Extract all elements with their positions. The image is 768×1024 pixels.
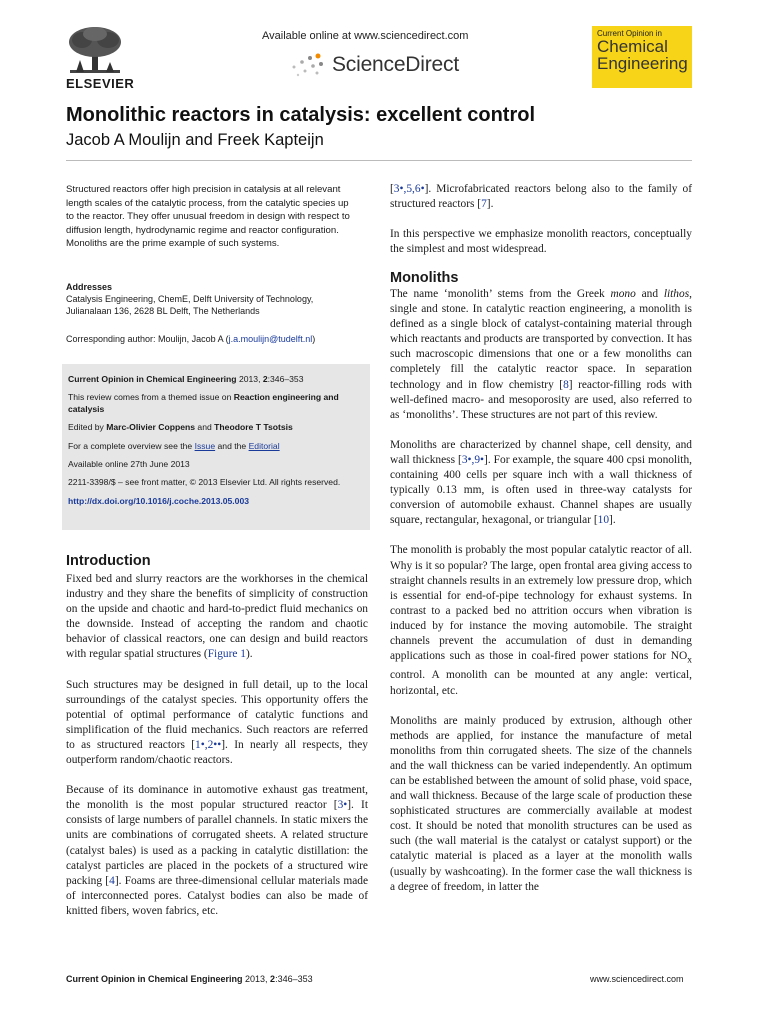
publisher-name: ELSEVIER — [66, 76, 135, 91]
addresses-heading: Addresses — [66, 282, 113, 292]
intro-p1-text: Fixed bed and slurry reactors are the workhorses in the chemical industry and they share the benefits of simplicity of construction on the upside and chaotic and hard-to-predict fluid mechanics on the downside. Instead of accepting the random and chaotic behavior of classical reactors, one can design and build reactors with regular spatial structures ( — [66, 573, 368, 661]
ref-link-3-5-6[interactable]: 3•,5,6• — [393, 183, 425, 195]
intro-p2-text: Such structures may be designed in full detail, up to the local surroundings of the catalyst species. This opportunity offers the potential of optimal performance of catalytic functions and simplification of the fluid mechanics. Such reactors are referred to as structured reactors [ — [66, 678, 368, 751]
footer-pages: :346–353 — [275, 974, 313, 984]
elsevier-tree-logo — [66, 26, 124, 76]
edited-and: and — [195, 422, 215, 433]
themed-prefix: This review comes from a themed issue on — [68, 392, 234, 403]
overview-and: and the — [215, 440, 249, 451]
m2-mid: ]. For example, the square 400 cpsi monolith, containing 400 cells per square inch with a wall thickness of typically 0.13 mm, is often used in three-way catalysts for conversion of automobile exhaust. Channel shapes are usually square, rectangular, hexagonal, or triangular [ — [390, 453, 693, 527]
intro-paragraph-2 — [66, 678, 368, 769]
sciencedirect-dots-icon — [288, 52, 326, 78]
ref-link-10[interactable]: 10 — [597, 514, 610, 527]
m1-mid: , single and stone. In catalytic reaction engineering, a monolith is defined as a single block of catalyst-containing material through which reactants and products are transported by convection. It has such macroscopic dimensions that one or a few monoliths can completely fill the catalytic reactor space. In separation technology and in flow chemistry [ — [390, 288, 692, 391]
journal-logo — [592, 26, 692, 88]
right-paragraph-2: In this perspective we emphasize monolith reactors, conceptually the simplest and most widespread. — [390, 228, 692, 256]
address-line-2: Julianalaan 136, 2628 BL Delft, The Netherlands — [66, 305, 260, 316]
intro-p3-text: Because of its dominance in automotive exhaust gas treatment, the monolith is the most popular structured reactor [ — [66, 784, 368, 812]
footer-journal: Current Opinion in Chemical Engineering — [66, 974, 243, 984]
addresses-body — [66, 294, 356, 317]
bracket-open: [ — [390, 183, 394, 195]
ref-link-3[interactable]: 3• — [337, 799, 348, 812]
footer-volume: 2 — [270, 974, 276, 984]
introduction-body — [66, 572, 368, 934]
m1-mono: mono — [610, 288, 636, 300]
ref-link-3-9[interactable]: 3•,9• — [461, 453, 485, 466]
m1-text: The name ‘monolith’ stems from the Greek — [390, 288, 611, 300]
monoliths-paragraph-4: Monoliths are mainly produced by extrusion, although other methods are applied, for instance the manufacture of metal monoliths from thin corrugated sheets. The size of the channels and the wall thickness can be varied independently. An optimum can be established between the amount of solid phase, void space, and wall thickness. Because of the large scale of production these sophisticated structures are commercially available at modest cost. It should be noted that monolith structures can be used as such (the wall material is the catalyst or catalyst support) or the catalytic material is placed as a layer at the monolith walls (usually by washcoating). In the former case the wall thickness is a degree of freedom, in latter the — [390, 714, 692, 893]
right-column-intro — [390, 182, 692, 272]
info-citation — [68, 374, 364, 385]
figure-1-link[interactable]: Figure 1 — [207, 648, 247, 661]
footer-year: 2013, — [242, 974, 271, 984]
m2-end: ]. — [609, 514, 616, 527]
abstract: Structured reactors offer high precision in catalysis at all relevant length scales of the catalytic process, from the catalytic species up to the reactor. They offer unusual freedom in design with respect to diffusion length, hydrodynamic regime and reactor configuration. Monoliths are the prime example of such systems. — [66, 184, 350, 250]
edited-prefix: Edited by — [68, 422, 107, 433]
m1-and: and — [635, 288, 664, 300]
article-info-box — [62, 364, 370, 530]
article-title: Monolithic reactors in catalysis: excellent control — [66, 104, 536, 126]
intro-p3-end: ]. Foams are three-dimensional cellular materials made of interconnected pores. Catalyst bodies can also be made of knitted fibers, woven fabrics, etc. — [66, 874, 369, 917]
available-online-text: Available online at www.sciencedirect.com — [262, 30, 469, 42]
corresponding-prefix: Corresponding author: Moulijn, Jacob A ( — [66, 334, 229, 344]
corresponding-author — [66, 334, 366, 344]
overview-prefix: For a complete overview see the — [68, 440, 195, 451]
ref-link-8[interactable]: 8 — [563, 378, 569, 391]
ref-link-7[interactable]: 7 — [481, 198, 487, 211]
doi-link[interactable]: http://dx.doi.org/10.1016/j.coche.2013.05.003 — [68, 495, 250, 506]
journal-logo-small: Current Opinion in — [597, 29, 662, 38]
intro-p1-end: ). — [246, 648, 253, 661]
right-p1-end: ]. — [486, 198, 494, 211]
journal-logo-line1: Chemical — [597, 37, 668, 56]
m1-lithos: lithos — [663, 288, 690, 300]
intro-paragraph-3 — [66, 783, 368, 919]
info-pages: :346–353 — [267, 374, 304, 384]
sciencedirect-logo — [288, 52, 459, 78]
monoliths-paragraph-3 — [390, 543, 692, 698]
header-divider — [66, 160, 692, 161]
info-overview — [68, 441, 364, 452]
sciencedirect-wordmark: ScienceDirect — [332, 53, 459, 76]
introduction-heading: Introduction — [66, 553, 151, 569]
intro-p2-end: ]. In nearly all respects, they outperform random/chaotic reactors. — [66, 738, 369, 767]
themed-topic: Reaction engineering and catalysis — [68, 392, 339, 414]
intro-paragraph-1 — [66, 572, 368, 663]
monoliths-paragraph-2 — [390, 438, 692, 529]
m1-end: ] reactor-filling rods with well-defined macro- and mesoporosity are used, also referred to as ‘monoliths’. These structures are not part of this review. — [390, 378, 692, 421]
right-p1-text: ]. Microfabricated reactors belong also to the family of structured reactors [ — [390, 183, 692, 211]
editor-1: Marc-Olivier Coppens — [106, 422, 196, 433]
journal-logo-line2: Engineering — [597, 54, 688, 73]
m3-end: control. A monolith can be mounted at any angle: vertical, horizontal, etc. — [390, 669, 692, 697]
monoliths-paragraph-1 — [390, 287, 692, 423]
corresponding-suffix: ) — [312, 334, 316, 344]
intro-p3-mid: ]. It consists of large numbers of parallel channels. In static mixers the units are combinations of corrugated sheets. A related structure (catalyst bales) is used as a packing in catalytic distillation: the catalyst particles are placed in the pockets of a structured wire packing [ — [66, 799, 369, 887]
ref-link-1-2[interactable]: 1•,2•• — [195, 738, 222, 751]
address-line-1: Catalysis Engineering, ChemE, Delft University of Technology, — [66, 294, 314, 304]
info-volume: 2 — [262, 374, 268, 384]
author-email-link[interactable]: j.a.moulijn@tudelft.nl — [228, 334, 313, 344]
m2-text: Monoliths are characterized by channel shape, cell density, and wall thickness [ — [390, 438, 692, 466]
article-authors: Jacob A Moulijn and Freek Kapteijn — [66, 131, 324, 149]
monoliths-body — [390, 287, 692, 910]
editor-2: Theodore T Tsotsis — [214, 422, 293, 433]
right-paragraph-1 — [390, 182, 692, 212]
info-editors — [68, 422, 364, 433]
ref-link-4[interactable]: 4 — [109, 874, 115, 887]
info-themed-issue — [68, 392, 364, 415]
info-journal: Current Opinion in Chemical Engineering — [68, 374, 237, 384]
monoliths-heading: Monoliths — [390, 270, 459, 286]
info-year: 2013, — [236, 374, 263, 384]
nox-subscript: x — [687, 655, 692, 666]
footer-citation — [66, 974, 313, 984]
issue-link[interactable]: Issue — [194, 440, 216, 451]
m3-text: The monolith is probably the most popular catalytic reactor of all. Why is it so popular? The large, open frontal area giving access to straight channels results in an extremely low pressure drop, which is essential for end-of-pipe technology for exhaust systems. In contrast to a packed bed no attrition occurs when vibration is induced by for instance the moving automobile. The straight channels prevent the accumulation of dust in demanding applications such as those in coal-fired power stations for NO — [390, 544, 692, 663]
info-doi — [68, 496, 364, 507]
info-copyright: 2211-3398/$ – see front matter, © 2013 Elsevier Ltd. All rights reserved. — [68, 477, 341, 488]
footer-site[interactable]: www.sciencedirect.com — [590, 974, 684, 984]
info-available: Available online 27th June 2013 — [68, 459, 190, 470]
editorial-link[interactable]: Editorial — [248, 440, 280, 451]
